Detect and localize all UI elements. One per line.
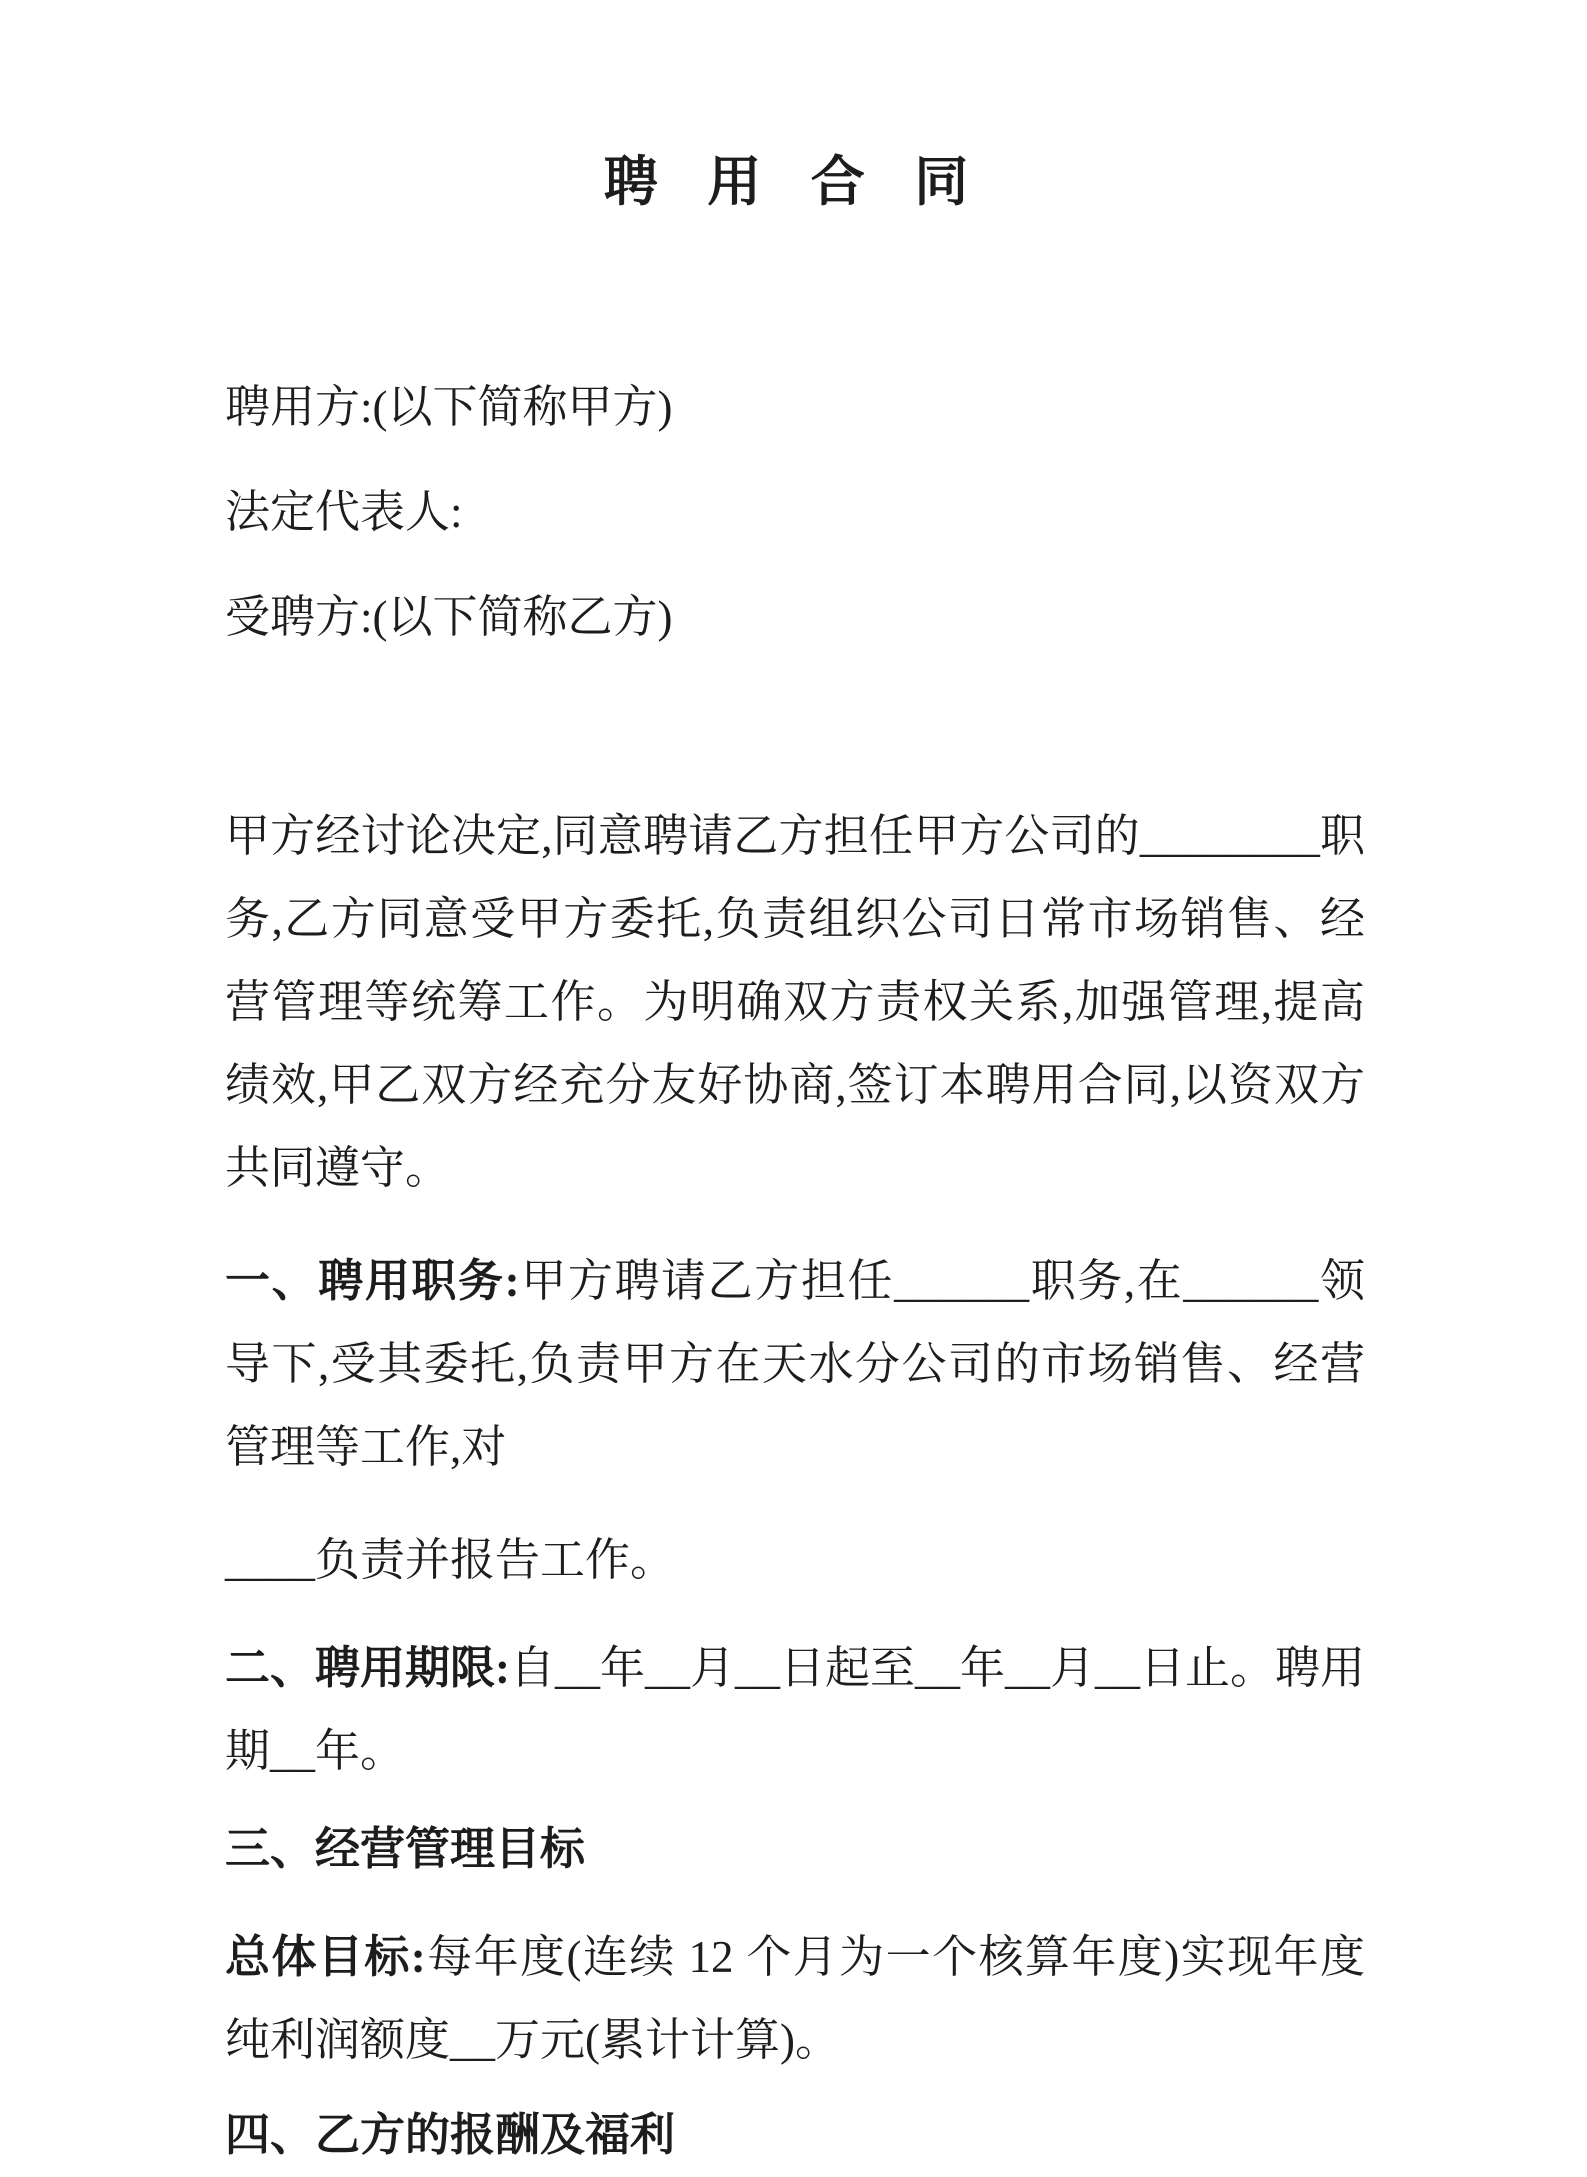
section-5-heading: 四、乙方的报酬及福利 bbox=[225, 2109, 676, 2160]
section-4-lead: 总体目标: bbox=[225, 1931, 426, 1982]
parties-block bbox=[225, 381, 1365, 642]
section-1-continuation bbox=[225, 1519, 1365, 1602]
section-2-text: 自__年__月__日起至__年__月__日止。聘用期__年。 bbox=[225, 1642, 1366, 1776]
section-5-heading-remuneration bbox=[225, 2094, 1365, 2177]
party-legal-representative-line: 法定代表人: bbox=[225, 486, 463, 537]
section-1-continuation-text: ____负责并报告工作。 bbox=[225, 1534, 676, 1585]
section-2-heading: 二、聘用期限: bbox=[225, 1642, 510, 1693]
section-4-text: 每年度(连续 12 个月为一个核算年度)实现年度纯利润额度__万元(累计计算)。 bbox=[225, 1931, 1365, 2065]
section-3-heading-management-goals bbox=[225, 1808, 1365, 1891]
section-2-employment-term bbox=[225, 1627, 1365, 1793]
party-employee-line: 受聘方:(以下简称乙方) bbox=[225, 591, 673, 642]
intro-paragraph: 甲方经讨论决定,同意聘请乙方担任甲方公司的________职务,乙方同意受甲方委托,负责组织公司日常市场销售、经营管理等统筹工作。为明确双方责权关系,加强管理,提高绩效,甲乙双方经充分友好协商,签订本聘用合同,以资双方共同遵守。 bbox=[225, 810, 1365, 1193]
document-title: 聘 用 合 同 bbox=[603, 152, 987, 212]
document-page bbox=[0, 150, 1587, 2160]
section-1-employment-position bbox=[225, 1240, 1365, 1489]
section-3-heading: 三、经营管理目标 bbox=[225, 1823, 586, 1874]
section-1-text: 甲方聘请乙方担任______职务,在______领导下,受其委托,负责甲方在天水分公司的市场销售、经营管理等工作,对 bbox=[225, 1255, 1365, 1472]
section-4-overall-goal bbox=[225, 1916, 1365, 2082]
party-employer-line: 聘用方:(以下简称甲方) bbox=[225, 381, 673, 432]
section-1-heading: 一、聘用职务: bbox=[225, 1255, 520, 1306]
